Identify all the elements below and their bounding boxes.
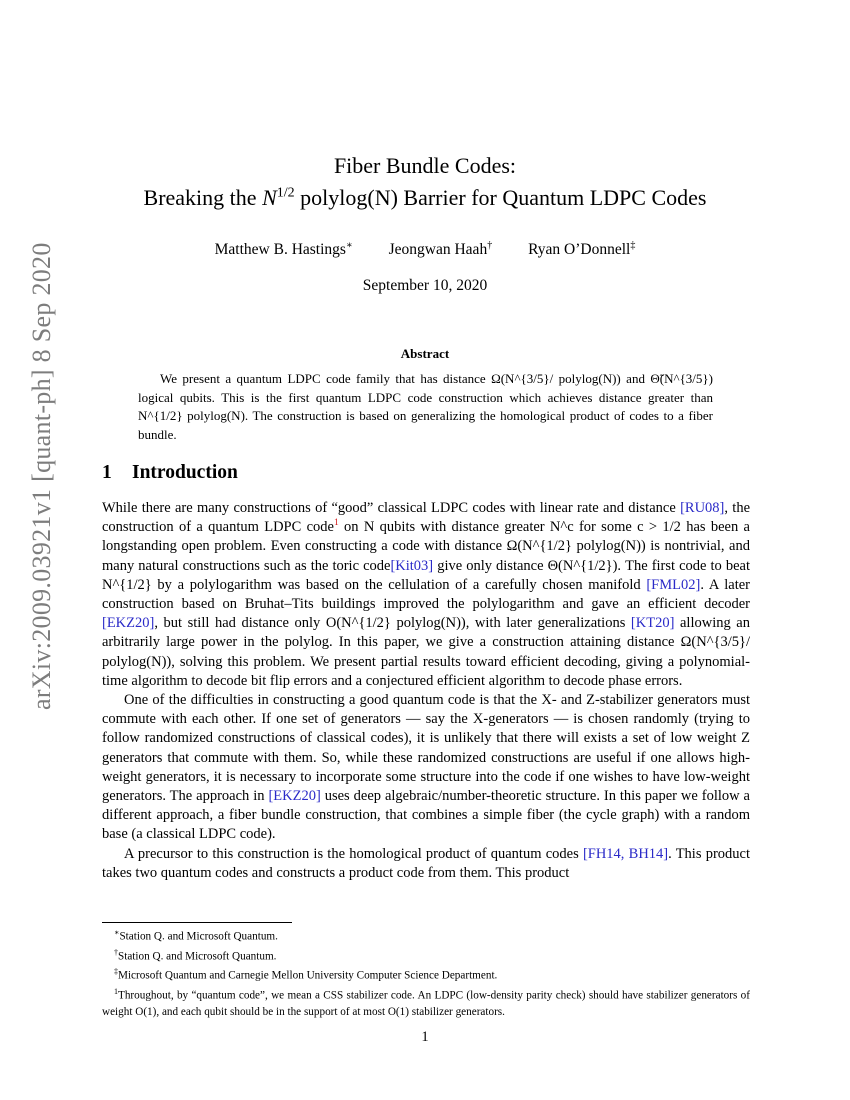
author-list: [0, 240, 850, 259]
author: Jeongwan Haah†: [388, 240, 493, 259]
abstract-text: We present a quantum LDPC code family that has distance Ω(N^{3/5}/ polylog(N)) and Θ̃(N^{3/5}) logical qubits. This is the first quantum LDPC code construction which achieves distance greater than N^{1/2} polylog(N). The construction is based on generalizing the homological product of codes to a fiber bundle.: [138, 371, 713, 442]
citation-link[interactable]: [KT20]: [630, 615, 675, 632]
footnotes: [102, 925, 750, 1020]
citation-link[interactable]: [RU08]: [680, 500, 725, 516]
footnote: $^1$Throughout, by “quantum code”, we mean a CSS stabilizer code. An LDPC (low-density parity check) should have stabilizer generators of weight O(1), and each qubit should be in the support of at most O(1) stabilizer generators.: [102, 987, 750, 1018]
section-heading: [102, 462, 238, 484]
page-number: 1: [421, 1029, 429, 1045]
publication-date: September 10, 2020: [362, 277, 488, 294]
footnote-rule: [102, 922, 292, 923]
section-number: 1: [102, 462, 112, 483]
body-text: [102, 499, 750, 883]
title-line-2: Breaking the $N^{1/2}$ polylog(N) Barrier for Quantum LDPC Codes: [143, 185, 707, 210]
citation-link[interactable]: [EKZ20]: [268, 788, 321, 805]
author: Matthew B. Hastings∗: [214, 240, 353, 259]
paragraph: One of the difficulties in constructing a good quantum code is that the X- and Z-stabilizer generators must commute with each other. If one set of generators — say the X-generators — is chosen randomly (trying to follow randomized constructions of classical codes), it is unlikely that there will exists a set of low weight Z generators that commute with them. So, while these randomized constructions are useful if one allows high-weight generators, it is necessary to incorporate some structure into the code if one wishes to have low-weight generators. The approach in [EKZ20] uses deep algebraic/number-theoretic structure. In this paper we follow a different approach, a fiber bundle construction, that combines a simple fiber (the cycle graph) with a random base (a classical LDPC code).: [102, 692, 750, 843]
paper-title: [0, 150, 850, 214]
section-title: Introduction: [132, 462, 238, 483]
citation-link[interactable]: [EKZ20]: [102, 615, 155, 632]
citation-link[interactable]: [Kit03]: [390, 557, 434, 574]
footnote: ‡Microsoft Quantum and Carnegie Mellon University Computer Science Department.: [114, 967, 498, 983]
footnote-ref-link[interactable]: 1: [333, 518, 339, 529]
paragraph: A precursor to this construction is the homological product of quantum codes [FH14, BH14]. This product takes two quantum codes and constructs a product code from them. This product: [102, 845, 750, 881]
author: Ryan O’Donnell‡: [528, 240, 636, 259]
paragraph: While there are many constructions of “good” classical LDPC codes with linear rate and distance [RU08], the construction of a quantum LDPC code$^1$ on N qubits with distance greater N^c for some c > 1/2 has been a longstanding open problem. Even constructing a code with distance Ω(N^{1/2} polylog(N)) is nontrivial, and many natural constructions such as the toric code[Kit03] give only distance Θ(N^{1/2}). The first code to beat N^{1/2} by a polylogarithm was based on the cellulation of a carefully chosen manifold [FML02]. A later construction based on Bruhat–Tits buildings improved the polylogarithm and gave an efficient decoder [EKZ20], but still had distance only O(N^{1/2} polylog(N)), with later generalizations [KT20] allowing an arbitrarily large power in the polylog. In this paper, we give a construction attaining distance Ω(N^{3/5}/ polylog(N)), solving this problem. We present partial results toward efficient decoding, giving a polynomial-time algorithm to decode bit flip errors and a conjectured efficient algorithm to decode phase errors.: [102, 500, 751, 689]
title-line-1: Fiber Bundle Codes:: [333, 153, 517, 178]
footnote: †Station Q. and Microsoft Quantum.: [114, 947, 277, 963]
citation-link[interactable]: [FML02]: [646, 576, 701, 593]
citation-link[interactable]: [FH14, BH14]: [582, 845, 669, 862]
arxiv-identifier-sidebar: arXiv:2009.03921v1 [quant-ph] 8 Sep 2020: [27, 242, 56, 710]
footnote: ∗Station Q. and Microsoft Quantum.: [114, 928, 278, 943]
abstract-heading: Abstract: [400, 346, 450, 361]
